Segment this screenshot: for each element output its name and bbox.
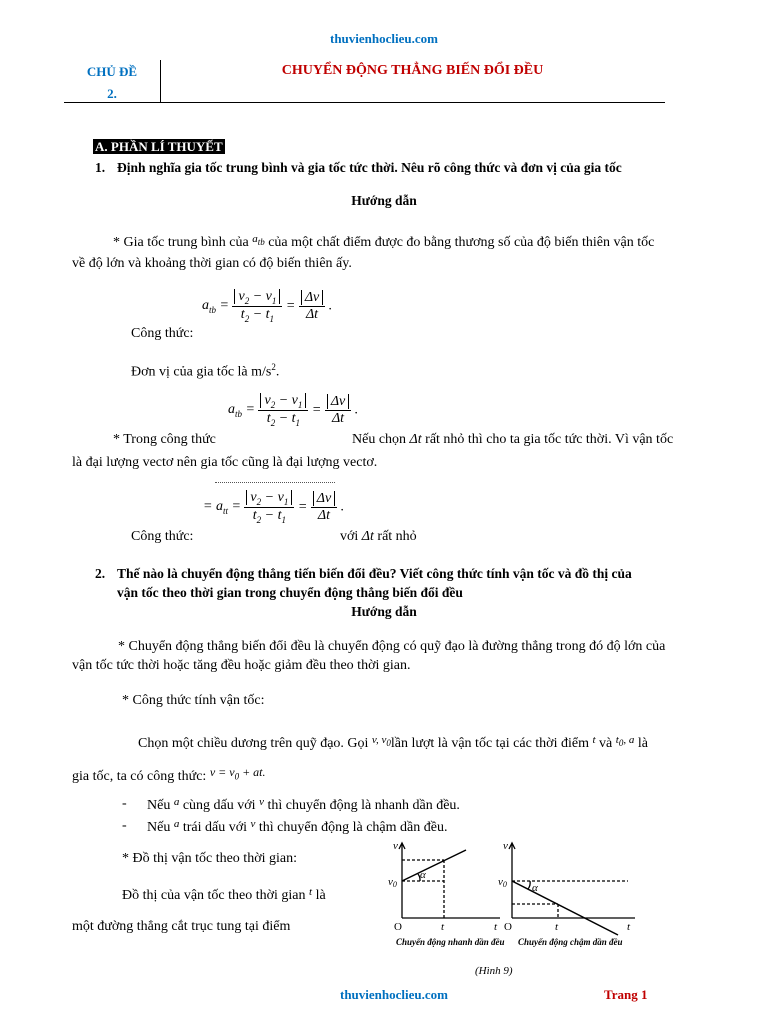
q2-p1a: * Chuyển động thẳng biến đổi đều là chuyển động có quỹ đạo là đường thẳng trong đó độ lớn của	[118, 639, 666, 654]
left-t-axis-label: t	[494, 921, 498, 933]
q1-p1b: của một chất điểm được đo bằng thương số của độ biến thiên vận tốc	[268, 235, 655, 250]
q2-p3e: gia tốc, ta có công thức:	[72, 769, 207, 784]
q2-p1b: vận tốc tức thời hoặc tăng đều hoặc giảm đều theo thời gian.	[72, 658, 411, 673]
delta-t-symbol-2: Δt	[361, 529, 374, 544]
bullet-1a: Nếu	[147, 798, 171, 813]
topic-label-2: 2.	[107, 86, 117, 101]
graph-p1b: là	[315, 888, 326, 903]
graph-p2: một đường thẳng cắt trục tung tại điểm	[72, 919, 291, 934]
q2-p3a: Chọn một chiều dương trên quỹ đạo. Gọi	[138, 736, 369, 751]
header-site[interactable]: thuvienhoclieu.com	[330, 31, 438, 46]
q1-number: 1.	[95, 160, 106, 175]
formula-2: $a_{tb}$ = $\frac{v_2 - v_1}{t_2 - t_1}$ = $\frac{\Delta v}{\Delta t}$ .	[228, 393, 359, 428]
graph-title: * Đồ thị vận tốc theo thời gian:	[122, 851, 297, 866]
topic-label-1: CHỦ ĐỀ	[86, 64, 138, 79]
bullet-2c: thì chuyển động là chậm dần đều.	[258, 820, 448, 835]
left-v0-v: v	[388, 876, 393, 888]
bullet-dash-2: -	[122, 818, 127, 833]
v-v0-symbol: v, v0	[371, 734, 391, 749]
q1-p2b: Nếu chọn	[352, 432, 407, 447]
left-t-label: t	[441, 921, 445, 933]
topic-title: CHUYỂN ĐỘNG THẲNG BIẾN ĐỔI ĐỀU	[281, 63, 544, 78]
q2-p3c: và	[599, 736, 613, 751]
q2-number: 2.	[95, 566, 106, 581]
bullet-1c: thì chuyển động là nhanh dần đều.	[267, 798, 460, 813]
a-symbol-1: a	[173, 796, 180, 808]
right-v-label: v	[503, 840, 508, 852]
left-velocity-line	[402, 850, 466, 881]
right-t-label: t	[555, 921, 559, 933]
q2-p3	[138, 734, 648, 752]
v-symbol-1: v	[259, 796, 264, 808]
q2-p3d: là	[637, 736, 648, 751]
velocity-graph-figure	[380, 838, 648, 986]
with-word: với	[340, 529, 359, 544]
q2-text-2: vận tốc theo thời gian trong chuyển động thẳng biến đổi đều	[117, 585, 463, 600]
q1-p1a: * Gia tốc trung bình của	[113, 235, 249, 250]
q1-p1c: về độ lớn và khoảng thời gian có độ biến thiên ấy.	[72, 256, 352, 271]
left-v0-sub: 0	[392, 880, 397, 889]
a-symbol-2: a	[173, 818, 180, 830]
graph-p1	[122, 886, 326, 904]
section-a-heading: A. PHẦN LÍ THUYẾT	[95, 139, 223, 154]
unit-text: Đơn vị của gia tốc là m/s	[131, 364, 272, 380]
right-t-axis-label: t	[627, 921, 631, 933]
q1-p2-right	[352, 432, 673, 448]
right-velocity-line	[512, 881, 618, 935]
q2-guide: Hướng dẫn	[351, 604, 417, 619]
formula-label-1: Công thức:	[131, 326, 194, 341]
right-origin-label: O	[504, 921, 512, 933]
very-small: rất nhỏ	[377, 529, 417, 544]
q1-paragraph-1	[113, 233, 654, 251]
q1-p2c: rất nhỏ thì cho ta gia tốc tức thời. Vì vận tốc	[425, 432, 674, 447]
t0-a-symbol: t0, a	[615, 734, 635, 749]
bullet-2a: Nếu	[147, 820, 171, 835]
q1-guide: Hướng dẫn	[351, 193, 417, 208]
header-divider	[64, 102, 665, 103]
velocity-formula: $v = v_0$ + at.	[209, 765, 266, 782]
figure-label: (Hình 9)	[475, 965, 513, 977]
bullet-dash-1: -	[122, 796, 127, 811]
formula-3: = $a_{tt}$ = $\frac{v_2 - v_1}{t_2 - t_1}$ = $\frac{\Delta v}{\Delta t}$ .	[203, 490, 345, 525]
unit-line	[131, 362, 279, 381]
formula-3-artifact	[215, 482, 335, 489]
q1-text: Định nghĩa gia tốc trung bình và gia tốc tức thời. Nêu rõ công thức và đơn vị của gia tốc	[117, 160, 622, 175]
caption-right: Chuyển động chậm dần đều	[518, 937, 623, 947]
q2-p3e-line	[72, 765, 266, 785]
unit-end: .	[275, 364, 280, 380]
graph-p1a: Đồ thị của vận tốc theo thời gian	[122, 888, 306, 903]
formula-label-2: Công thức:	[131, 529, 194, 544]
left-v-label: v	[393, 840, 398, 852]
bullet-2b: trái dấu với	[182, 820, 247, 835]
t-symbol: t	[592, 734, 596, 746]
left-alpha-label: α	[420, 869, 426, 881]
bullet-1b: cùng dấu với	[182, 798, 256, 813]
q2-p3b: lần lượt là vận tốc tại các thời điểm	[390, 736, 589, 751]
q1-p2d: là đại lượng vectơ nên gia tốc cũng là đại lượng vectơ.	[72, 455, 378, 470]
footer-site[interactable]: thuvienhoclieu.com	[340, 987, 448, 1002]
left-origin-label: O	[394, 921, 402, 933]
q1-p2a: * Trong công thức	[113, 432, 216, 447]
right-v0-v: v	[498, 876, 503, 888]
q2-text-1: Thế nào là chuyển động thẳng tiến biến đổi đều? Viết công thức tính vận tốc và đồ thị của	[117, 566, 632, 581]
bullet-2	[147, 818, 447, 836]
a-tb-symbol: atb	[252, 233, 265, 248]
right-v0-label	[498, 876, 507, 889]
formula-3-note	[340, 529, 417, 545]
delta-t-symbol: Δt	[409, 432, 422, 447]
right-v0-sub: 0	[502, 880, 507, 889]
unit-sup: 2	[271, 362, 276, 372]
page-number: Trang 1	[604, 987, 648, 1002]
v-symbol-2: v	[250, 818, 256, 830]
t-symbol-2: t	[309, 886, 313, 898]
right-alpha-arc	[528, 881, 530, 889]
left-v0-label	[388, 876, 397, 889]
bullet-1	[147, 796, 460, 814]
caption-left: Chuyển động nhanh dần đều	[396, 937, 505, 947]
formula-1: $a_{tb}$ = $\frac{v_2 - v_1}{t_2 - t_1}$ = $\frac{\Delta v}{\Delta t}$ .	[202, 289, 333, 324]
right-alpha-label: α	[532, 882, 538, 894]
q2-p2: * Công thức tính vận tốc:	[122, 693, 265, 708]
topic-label-box	[64, 60, 161, 102]
